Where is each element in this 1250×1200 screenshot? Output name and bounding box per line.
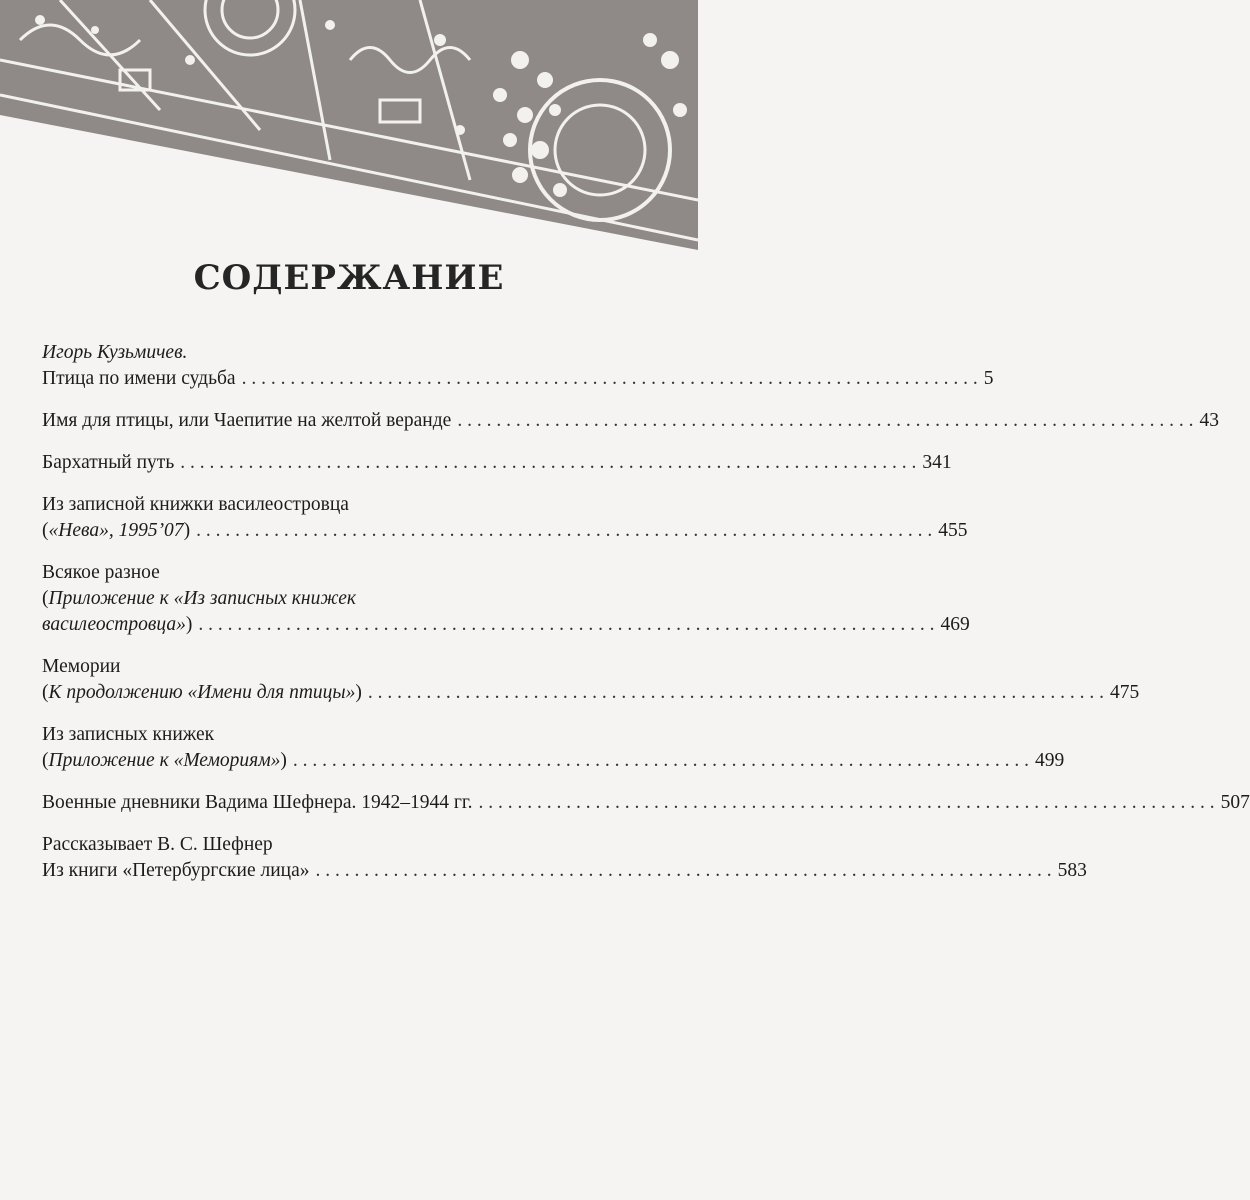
toc-leader-dots <box>242 366 978 392</box>
toc-leader-dots <box>198 612 934 638</box>
toc-page-number: 5 <box>983 368 994 389</box>
toc-page-number: 341 <box>922 452 952 473</box>
toc-leader-dots <box>479 790 1215 816</box>
toc-leader-dots <box>316 858 1052 884</box>
toc-entry-title: Рассказывает В. С. Шефнер <box>42 834 273 855</box>
toc-entry-subtitle: (Приложение к «Из записных книжек <box>42 588 357 609</box>
toc-entry-author: Игорь Кузьмичев. <box>42 342 188 363</box>
toc-entry[interactable] <box>42 722 1065 774</box>
toc-entry[interactable] <box>42 654 1140 706</box>
toc-entry-title: Из записных книжек <box>42 724 215 745</box>
toc-entry[interactable] <box>42 560 970 638</box>
toc-leader-dots <box>180 450 916 476</box>
toc-page-number: 583 <box>1057 860 1087 881</box>
page-title: СОДЕРЖАНИЕ <box>193 258 505 298</box>
toc-entry-subtitle: («Нева», 1995’07) <box>42 520 191 541</box>
toc-entry-title: Всякое разное <box>42 562 160 583</box>
toc-page-number: 469 <box>940 614 970 635</box>
toc-page-number: 499 <box>1035 750 1065 771</box>
toc-entry[interactable] <box>42 832 1087 884</box>
toc-entry-title: Военные дневники Вадима Шефнера. 1942–1944 гг. <box>42 792 473 813</box>
toc-page-number: 455 <box>938 520 968 541</box>
toc-entry-subtitle: (К продолжению «Имени для птицы») <box>42 682 362 703</box>
toc-leader-dots <box>368 680 1104 706</box>
table-of-contents <box>42 340 1250 900</box>
toc-entry[interactable] <box>42 450 952 476</box>
toc-entry-title: Мемории <box>42 656 121 677</box>
toc-entry-title: Имя для птицы, или Чаепитие на желтой веранде <box>42 410 452 431</box>
toc-entry-subtitle: Из книги «Петербургские лица» <box>42 860 310 881</box>
toc-leader-dots <box>457 408 1193 434</box>
toc-entry-title: Из записной книжки василеостровца <box>42 494 349 515</box>
toc-entry[interactable] <box>42 340 994 392</box>
toc-page-number: 475 <box>1109 682 1140 703</box>
toc-leader-dots <box>196 518 932 544</box>
toc-page-number: 507 <box>1220 792 1250 813</box>
toc-page-number: 43 <box>1199 410 1219 431</box>
decorative-ornament-banner <box>0 0 698 250</box>
toc-entry[interactable] <box>42 492 968 544</box>
toc-entry[interactable] <box>42 790 1250 816</box>
toc-entry-subtitle-cont: василеостровца») <box>42 614 193 635</box>
toc-entry-title: Птица по имени судьба <box>42 368 236 389</box>
toc-entry-subtitle: (Приложение к «Мемориям») <box>42 750 287 771</box>
toc-entry[interactable] <box>42 408 1219 434</box>
toc-leader-dots <box>293 748 1029 774</box>
toc-entry-title: Бархатный путь <box>42 452 175 473</box>
